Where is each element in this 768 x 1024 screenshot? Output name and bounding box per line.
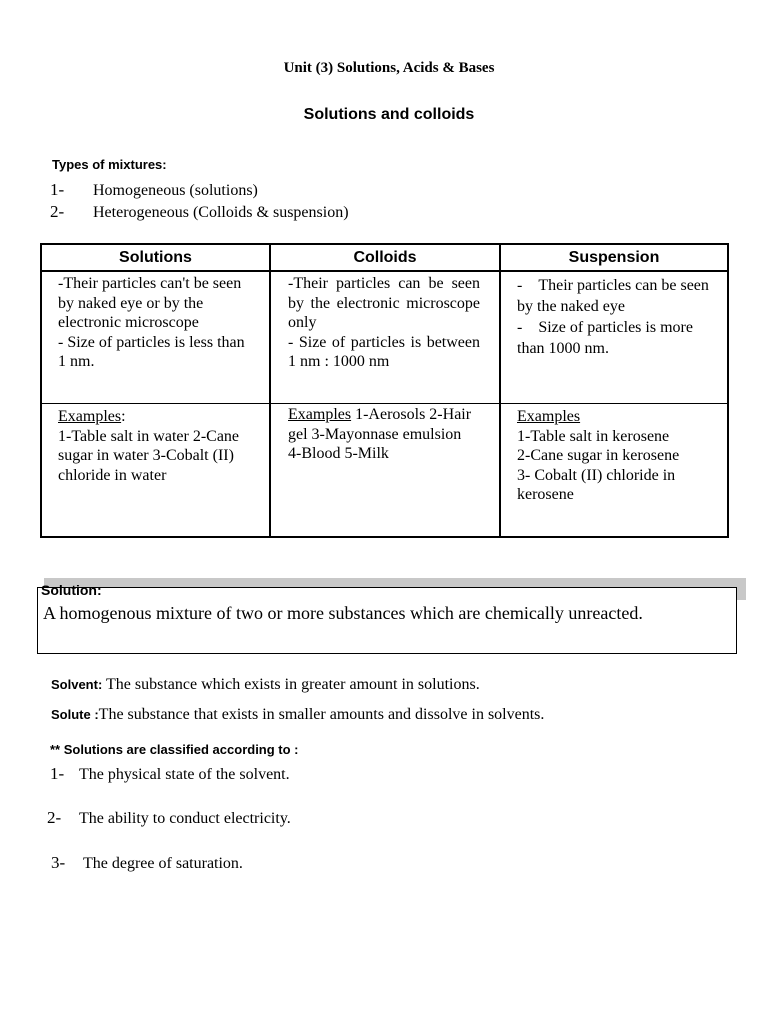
examples-label: Examples <box>58 408 122 425</box>
types-of-mixtures-heading: Types of mixtures: <box>52 157 167 172</box>
mixture-type-item <box>50 202 349 222</box>
examples-colon: : <box>121 408 126 425</box>
item-text: The degree of saturation. <box>83 855 243 872</box>
item-number: 3- <box>51 853 66 872</box>
classification-heading: ** Solutions are classified according to : <box>50 742 299 757</box>
column-divider <box>499 245 501 536</box>
solution-definition: A homogenous mixture of two or more substances which are chemically unreacted. <box>43 603 643 623</box>
item-number: 1- <box>50 180 65 199</box>
solutions-examples <box>58 407 248 485</box>
header-colloids: Colloids <box>353 249 417 266</box>
item-number: 2- <box>50 202 65 221</box>
header-suspension: Suspension <box>568 249 660 266</box>
solvent-definition <box>51 676 480 694</box>
header-solutions: Solutions <box>119 249 192 266</box>
example-item: 3- Cobalt (II) chloride in kerosene <box>517 466 676 503</box>
examples-text: 1-Aerosols 2-Hair gel 3-Mayonnase emulsion 4-Blood 5-Milk <box>288 406 472 462</box>
colloids-visibility: -Their particles can be seen by the electronic microscope only <box>288 275 480 331</box>
unit-title: Unit (3) Solutions, Acids & Bases <box>283 60 495 76</box>
mixture-type-item <box>50 180 258 200</box>
examples-text: 1-Table salt in water 2-Cane sugar in water 3-Cobalt (II) chloride in water <box>58 427 240 484</box>
example-item: 1-Table salt in kerosene <box>517 427 670 445</box>
column-divider <box>269 245 271 536</box>
item-text: The physical state of the solvent. <box>79 766 290 783</box>
examples-label: Examples <box>517 408 581 425</box>
suspension-size <box>517 317 717 359</box>
classification-item <box>51 853 243 873</box>
solvent-label: Solvent: <box>51 677 103 692</box>
solutions-size: - Size of particles is less than 1 nm. <box>58 333 245 370</box>
bullet: - <box>517 319 523 336</box>
suspension-size-text: Size of particles is more than 1000 nm. <box>517 319 693 357</box>
solute-label: Solute : <box>51 707 99 722</box>
classification-item <box>50 764 290 784</box>
solvent-text: The substance which exists in greater amount in solutions. <box>102 676 480 693</box>
solute-definition <box>51 706 544 724</box>
section-title: Solutions and colloids <box>303 106 475 123</box>
suspension-visibility <box>517 275 717 317</box>
item-text: Heterogeneous (Colloids & suspension) <box>93 204 349 221</box>
mixtures-comparison-table <box>40 243 729 538</box>
item-text: The ability to conduct electricity. <box>79 810 291 827</box>
colloids-examples <box>288 405 478 464</box>
colloids-properties <box>288 274 480 372</box>
item-number: 2- <box>47 808 62 827</box>
item-text: Homogeneous (solutions) <box>93 182 258 199</box>
solute-text: The substance that exists in smaller amounts and dissolve in solvents. <box>98 706 545 723</box>
examples-label: Examples <box>288 406 352 423</box>
colloids-size: - Size of particles is between 1 nm : 1000 nm <box>288 333 480 370</box>
solutions-properties <box>58 274 250 372</box>
classification-item <box>47 808 291 828</box>
example-item: 2-Cane sugar in kerosene <box>517 447 680 464</box>
row-divider <box>42 403 727 404</box>
bullet: - <box>517 277 523 294</box>
solutions-visibility: -Their particles can't be seen by naked eye or by the electronic microscope <box>58 275 242 331</box>
item-number: 1- <box>50 764 65 783</box>
header-divider <box>42 270 727 272</box>
suspension-properties <box>517 275 717 359</box>
suspension-visibility-text: Their particles can be seen by the naked eye <box>517 277 709 315</box>
suspension-examples <box>517 407 717 505</box>
solution-heading: Solution: <box>41 582 102 598</box>
